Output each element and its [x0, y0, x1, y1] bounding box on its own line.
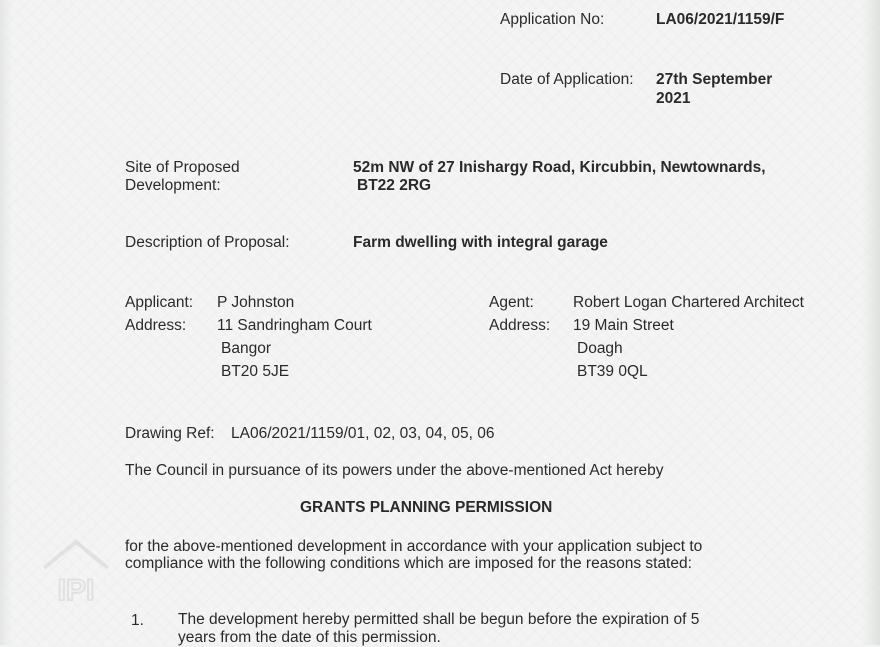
conditions-intro-line1: for the above-mentioned development in accordance with your application subject to	[125, 538, 703, 555]
site-label-line2: Development:	[125, 177, 221, 194]
agent-address-line3: BT39 0QL	[577, 363, 648, 380]
page-edge-right	[862, 0, 880, 645]
applicant-name: P Johnston	[217, 294, 295, 311]
proposal-label: Description of Proposal:	[125, 234, 290, 251]
condition-text-line2: years from the date of this permission.	[178, 629, 441, 646]
drawing-ref-value: LA06/2021/1159/01, 02, 03, 04, 05, 06	[231, 425, 495, 442]
agent-address-label: Address:	[489, 317, 551, 334]
intro-text: The Council in pursuance of its powers under the above-mentioned Act hereby	[125, 462, 664, 479]
date-of-application-line2: 2021	[656, 90, 691, 107]
applicant-address-line3: BT20 5JE	[221, 363, 290, 380]
drawing-ref-label: Drawing Ref:	[125, 425, 215, 442]
condition-text-line1: The development hereby permitted shall be begun before the expiration of 5	[178, 611, 700, 628]
page-edge-left	[0, 0, 12, 645]
conditions-intro-line2: compliance with the following conditions which are imposed for the reasons stated:	[125, 555, 692, 572]
applicant-address-label: Address:	[125, 317, 187, 334]
applicant-label: Applicant:	[125, 294, 194, 311]
watermark-logo	[38, 536, 114, 608]
agent-label: Agent:	[489, 294, 534, 311]
applicant-address-line2: Bangor	[221, 340, 271, 357]
site-value-line2: BT22 2RG	[357, 177, 432, 194]
date-of-application-label: Date of Application:	[500, 71, 634, 88]
site-label-line1: Site of Proposed	[125, 159, 240, 176]
watermark-text: IPI	[57, 574, 95, 607]
application-no-value: LA06/2021/1159/F	[656, 11, 785, 28]
agent-address-line2: Doagh	[577, 340, 623, 357]
agent-name: Robert Logan Chartered Architect	[573, 294, 804, 311]
agent-address-line1: 19 Main Street	[573, 317, 674, 334]
application-no-label: Application No:	[500, 11, 605, 28]
date-of-application-line1: 27th September	[656, 71, 773, 88]
applicant-address-line1: 11 Sandringham Court	[217, 317, 372, 334]
proposal-value: Farm dwelling with integral garage	[353, 234, 608, 251]
condition-number: 1.	[131, 612, 144, 629]
site-value-line1: 52m NW of 27 Inishargy Road, Kircubbin, Newtownards,	[353, 159, 766, 176]
grant-heading: GRANTS PLANNING PERMISSION	[300, 499, 553, 516]
